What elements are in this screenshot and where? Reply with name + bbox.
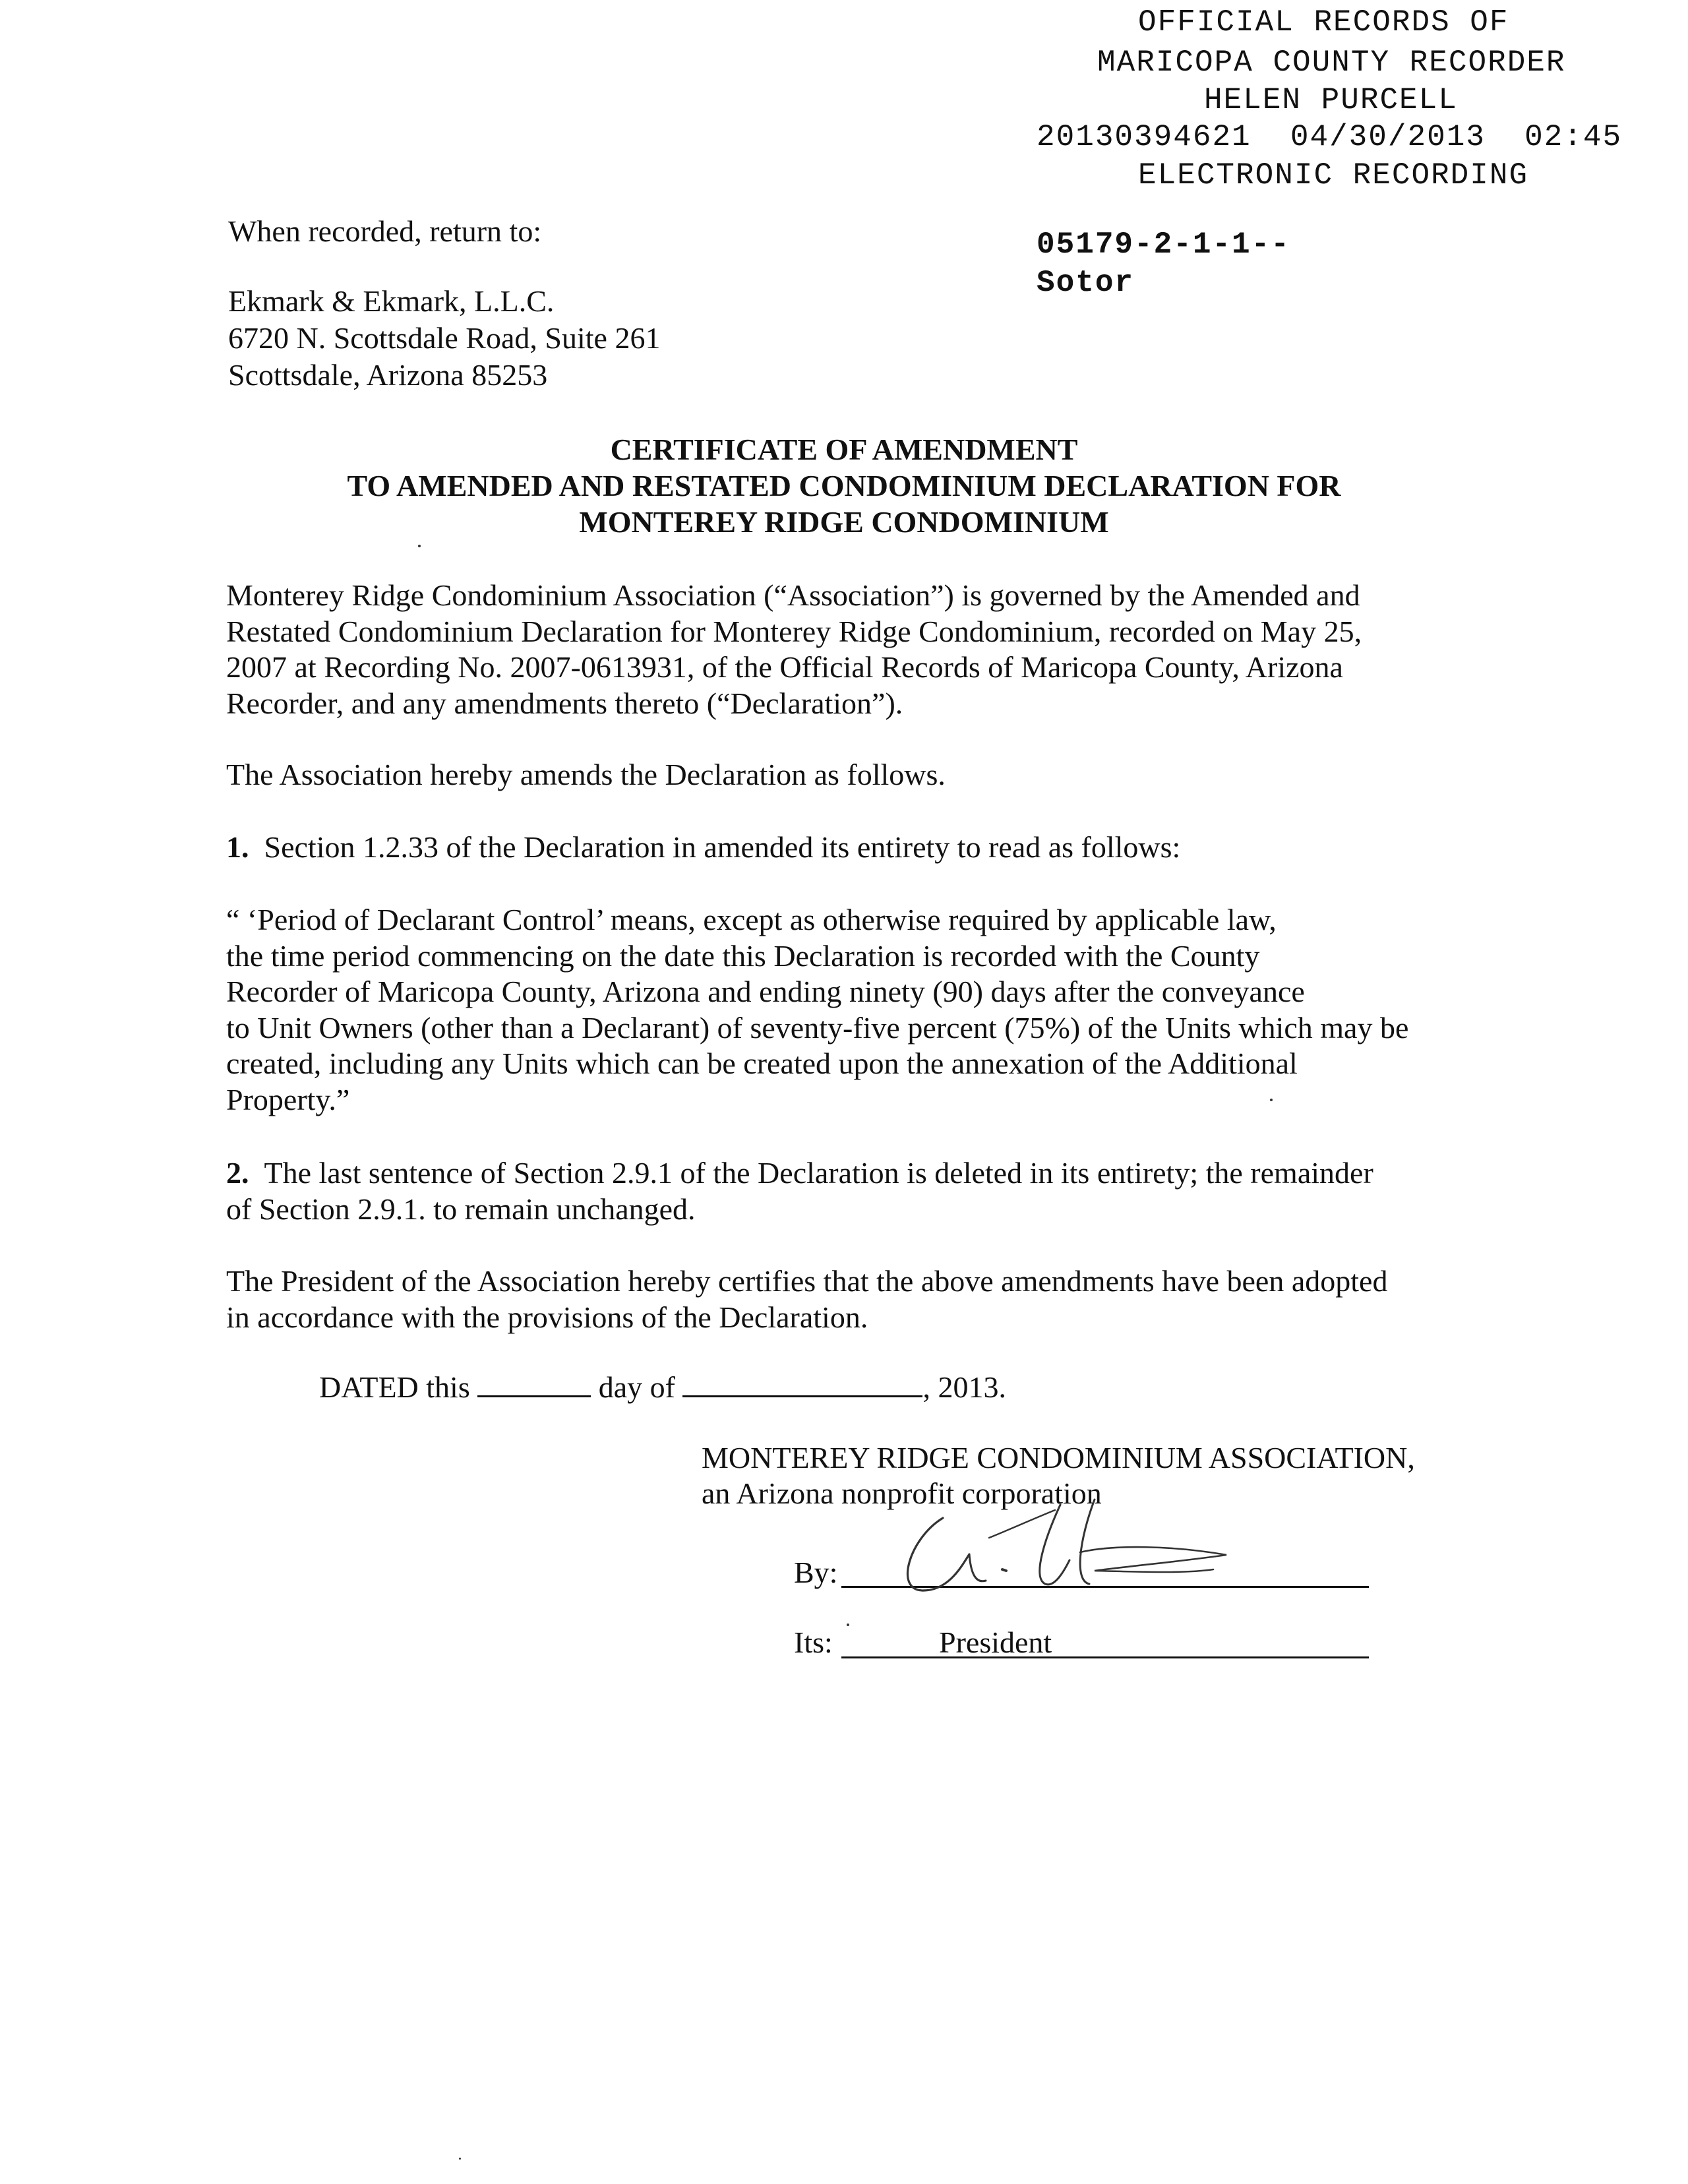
item-1-text: Section 1.2.33 of the Declaration in amended its entirety to read as follows:	[264, 830, 1181, 864]
amendment-item-2	[226, 1155, 1373, 1227]
quote-line: Property.”	[226, 1082, 350, 1116]
scan-speck	[418, 545, 421, 547]
stamp-line-4: 20130394621 04/30/2013 02:45	[1037, 120, 1623, 154]
title-line-3: MONTEREY RIDGE CONDOMINIUM	[579, 505, 1109, 539]
handwritten-signature	[897, 1492, 1240, 1610]
stamp-line-1: OFFICIAL RECORDS OF	[1138, 5, 1509, 40]
stamp-line-5: ELECTRONIC RECORDING	[1138, 158, 1529, 193]
amends-statement	[226, 757, 946, 793]
intro-line: Monterey Ridge Condominium Association (“Association”) is governed by the Amended and	[226, 578, 1360, 612]
return-to-label: When recorded, return to:	[228, 214, 542, 248]
dated-suffix: , 2013.	[922, 1370, 1006, 1404]
item-1-number: 1.	[226, 830, 249, 864]
reference-name: Sotor	[1037, 266, 1135, 300]
amendment-item-1	[226, 830, 1180, 866]
item-2-line-2: of Section 2.9.1. to remain unchanged.	[226, 1192, 696, 1226]
quote-line: “ ‘Period of Declarant Control’ means, except as otherwise required by applicable law,	[226, 903, 1277, 936]
item-2-number: 2.	[226, 1156, 249, 1190]
certification-line: The President of the Association hereby certifies that the above amendments have been adopted	[226, 1264, 1388, 1298]
association-type: an Arizona nonprofit corporation	[702, 1476, 1102, 1510]
definition-quote	[226, 902, 1408, 1118]
title-line-1: CERTIFICATE OF AMENDMENT	[610, 433, 1078, 466]
recorder-stamp	[0, 0, 1688, 198]
scan-speck	[1270, 1099, 1273, 1101]
intro-line: Recorder, and any amendments thereto (“Declaration”).	[226, 686, 903, 720]
scan-speck	[847, 1623, 849, 1626]
return-to-city: Scottsdale, Arizona 85253	[228, 358, 548, 392]
stamp-line-2: MARICOPA COUNTY RECORDER	[1097, 46, 1566, 80]
intro-line: Restated Condominium Declaration for Monterey Ridge Condominium, recorded on May 25,	[226, 614, 1362, 648]
amends-statement-text: The Association hereby amends the Declaration as follows.	[226, 758, 946, 791]
quote-line: the time period commencing on the date this Declaration is recorded with the County	[226, 938, 1260, 973]
dated-line	[319, 1369, 1006, 1406]
month-blank[interactable]	[682, 1369, 922, 1397]
return-to-street: 6720 N. Scottsdale Road, Suite 261	[228, 321, 661, 355]
its-label: Its:	[794, 1625, 833, 1659]
its-title-line	[841, 1656, 1369, 1658]
stamp-line-3: HELEN PURCELL	[1204, 83, 1458, 117]
title-line-2: TO AMENDED AND RESTATED CONDOMINIUM DECLARATION FOR	[347, 469, 1341, 502]
scan-speck	[459, 2158, 461, 2160]
reference-code-block	[1037, 226, 1290, 302]
association-name: MONTEREY RIDGE CONDOMINIUM ASSOCIATION,	[702, 1441, 1415, 1474]
document-title	[0, 431, 1688, 540]
return-to-name: Ekmark & Ekmark, L.L.C.	[228, 284, 555, 318]
intro-line: 2007 at Recording No. 2007-0613931, of the Official Records of Maricopa County, Arizona	[226, 650, 1343, 684]
dated-prefix: DATED this	[319, 1370, 470, 1404]
item-2-line-1: The last sentence of Section 2.9.1 of the Declaration is deleted in its entirety; the remainder	[264, 1156, 1373, 1190]
quote-line: created, including any Units which can be created upon the annexation of the Additional	[226, 1046, 1298, 1080]
intro-paragraph	[226, 578, 1362, 721]
day-blank[interactable]	[477, 1369, 591, 1397]
dated-middle: day of	[598, 1370, 675, 1404]
by-label: By:	[794, 1556, 838, 1589]
quote-line: Recorder of Maricopa County, Arizona and ending ninety (90) days after the conveyance	[226, 975, 1305, 1008]
reference-code: 05179-2-1-1--	[1037, 228, 1290, 262]
quote-line: to Unit Owners (other than a Declarant) of seventy-five percent (75%) of the Units which may be	[226, 1010, 1409, 1045]
certification-paragraph	[226, 1263, 1387, 1335]
its-value: President	[939, 1625, 1052, 1659]
certification-line: in accordance with the provisions of the Declaration.	[226, 1300, 868, 1334]
